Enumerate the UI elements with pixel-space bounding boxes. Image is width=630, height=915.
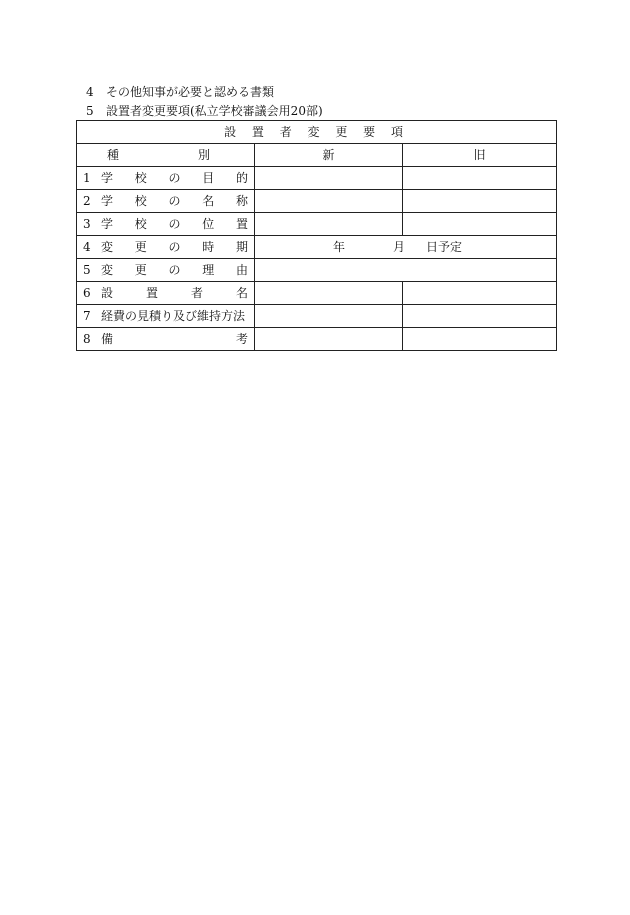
row-number: 8 bbox=[83, 332, 91, 346]
new-value-cell[interactable] bbox=[255, 328, 403, 351]
new-value-cell[interactable] bbox=[255, 305, 403, 328]
table-row bbox=[77, 236, 557, 259]
row-label-char: 置 bbox=[235, 217, 248, 231]
table-row bbox=[77, 167, 557, 190]
old-value-cell[interactable] bbox=[403, 282, 557, 305]
row-label-char: 考 bbox=[235, 332, 248, 346]
row-label-text: 経費の見積り及び維持方法 bbox=[101, 309, 246, 323]
row-number: 6 bbox=[83, 286, 91, 300]
date-month-label: 月 bbox=[393, 240, 406, 254]
list-item-text: 設置者変更要項(私立学校審議会用20部) bbox=[106, 104, 323, 118]
row-label bbox=[77, 167, 255, 190]
table-row bbox=[77, 328, 557, 351]
change-reason-cell[interactable] bbox=[255, 259, 557, 282]
table-header-row bbox=[77, 144, 557, 167]
row-label-char: の bbox=[168, 263, 181, 277]
header-new: 新 bbox=[255, 144, 403, 167]
row-label bbox=[77, 259, 255, 282]
row-label-char: 期 bbox=[235, 240, 248, 254]
table-row bbox=[77, 259, 557, 282]
change-date-cell[interactable] bbox=[255, 236, 557, 259]
row-label-char: 校 bbox=[134, 194, 147, 208]
row-label-char: 学 bbox=[101, 194, 114, 208]
new-value-cell[interactable] bbox=[255, 167, 403, 190]
table-row bbox=[77, 282, 557, 305]
row-label-char: 的 bbox=[235, 171, 248, 185]
row-label-char: 学 bbox=[101, 217, 114, 231]
header-kind-char: 別 bbox=[197, 148, 210, 162]
list-item-number: 5 bbox=[86, 104, 94, 118]
new-value-cell[interactable] bbox=[255, 190, 403, 213]
header-kind-char: 種 bbox=[107, 148, 120, 162]
row-label-char: 置 bbox=[145, 286, 158, 300]
row-label-char: 者 bbox=[190, 286, 203, 300]
row-label-char: の bbox=[168, 217, 181, 231]
row-label-char: 時 bbox=[202, 240, 215, 254]
row-label-char: 更 bbox=[134, 240, 147, 254]
old-value-cell[interactable] bbox=[403, 190, 557, 213]
old-value-cell[interactable] bbox=[403, 328, 557, 351]
row-label-char: 名 bbox=[235, 286, 248, 300]
new-value-cell[interactable] bbox=[255, 282, 403, 305]
old-value-cell[interactable] bbox=[403, 213, 557, 236]
row-label bbox=[77, 236, 255, 259]
row-label bbox=[77, 190, 255, 213]
row-label-char: 由 bbox=[235, 263, 248, 277]
date-year-label: 年 bbox=[333, 240, 346, 254]
row-label-char: 名 bbox=[202, 194, 215, 208]
row-label bbox=[77, 282, 255, 305]
row-label-char: 称 bbox=[235, 194, 248, 208]
row-label-char: 校 bbox=[134, 217, 147, 231]
change-summary-table bbox=[76, 120, 557, 351]
row-label-char: 目 bbox=[202, 171, 215, 185]
header-old: 旧 bbox=[403, 144, 557, 167]
row-number: 5 bbox=[83, 263, 91, 277]
old-value-cell[interactable] bbox=[403, 167, 557, 190]
row-label bbox=[77, 213, 255, 236]
row-number: 2 bbox=[83, 194, 91, 208]
row-label-char: 変 bbox=[101, 240, 114, 254]
row-label-char: の bbox=[168, 240, 181, 254]
row-label-char: 備 bbox=[101, 332, 114, 346]
table-row bbox=[77, 305, 557, 328]
old-value-cell[interactable] bbox=[403, 305, 557, 328]
header-kind bbox=[77, 144, 255, 167]
row-label-char: 校 bbox=[134, 171, 147, 185]
row-label-char: 設 bbox=[101, 286, 114, 300]
table-title: 設 置 者 変 更 要 項 bbox=[77, 121, 557, 144]
list-item-4 bbox=[86, 84, 274, 100]
row-label-char: 学 bbox=[101, 171, 114, 185]
list-item-5 bbox=[86, 103, 323, 119]
date-day-label: 日予定 bbox=[426, 240, 463, 254]
list-item-text: その他知事が必要と認める書類 bbox=[106, 85, 275, 99]
table-row bbox=[77, 190, 557, 213]
row-label-char: 位 bbox=[202, 217, 215, 231]
row-label-char: 更 bbox=[134, 263, 147, 277]
row-number: 3 bbox=[83, 217, 91, 231]
row-number: 1 bbox=[83, 171, 91, 185]
row-label bbox=[77, 328, 255, 351]
row-number: 7 bbox=[83, 309, 91, 323]
row-label-char: の bbox=[168, 194, 181, 208]
row-label-char: 変 bbox=[101, 263, 114, 277]
table-title-row bbox=[77, 121, 557, 144]
row-label-char: 理 bbox=[202, 263, 215, 277]
new-value-cell[interactable] bbox=[255, 213, 403, 236]
row-label bbox=[77, 305, 255, 328]
list-item-number: 4 bbox=[86, 85, 94, 99]
row-label-char: の bbox=[168, 171, 181, 185]
table-row bbox=[77, 213, 557, 236]
row-number: 4 bbox=[83, 240, 91, 254]
